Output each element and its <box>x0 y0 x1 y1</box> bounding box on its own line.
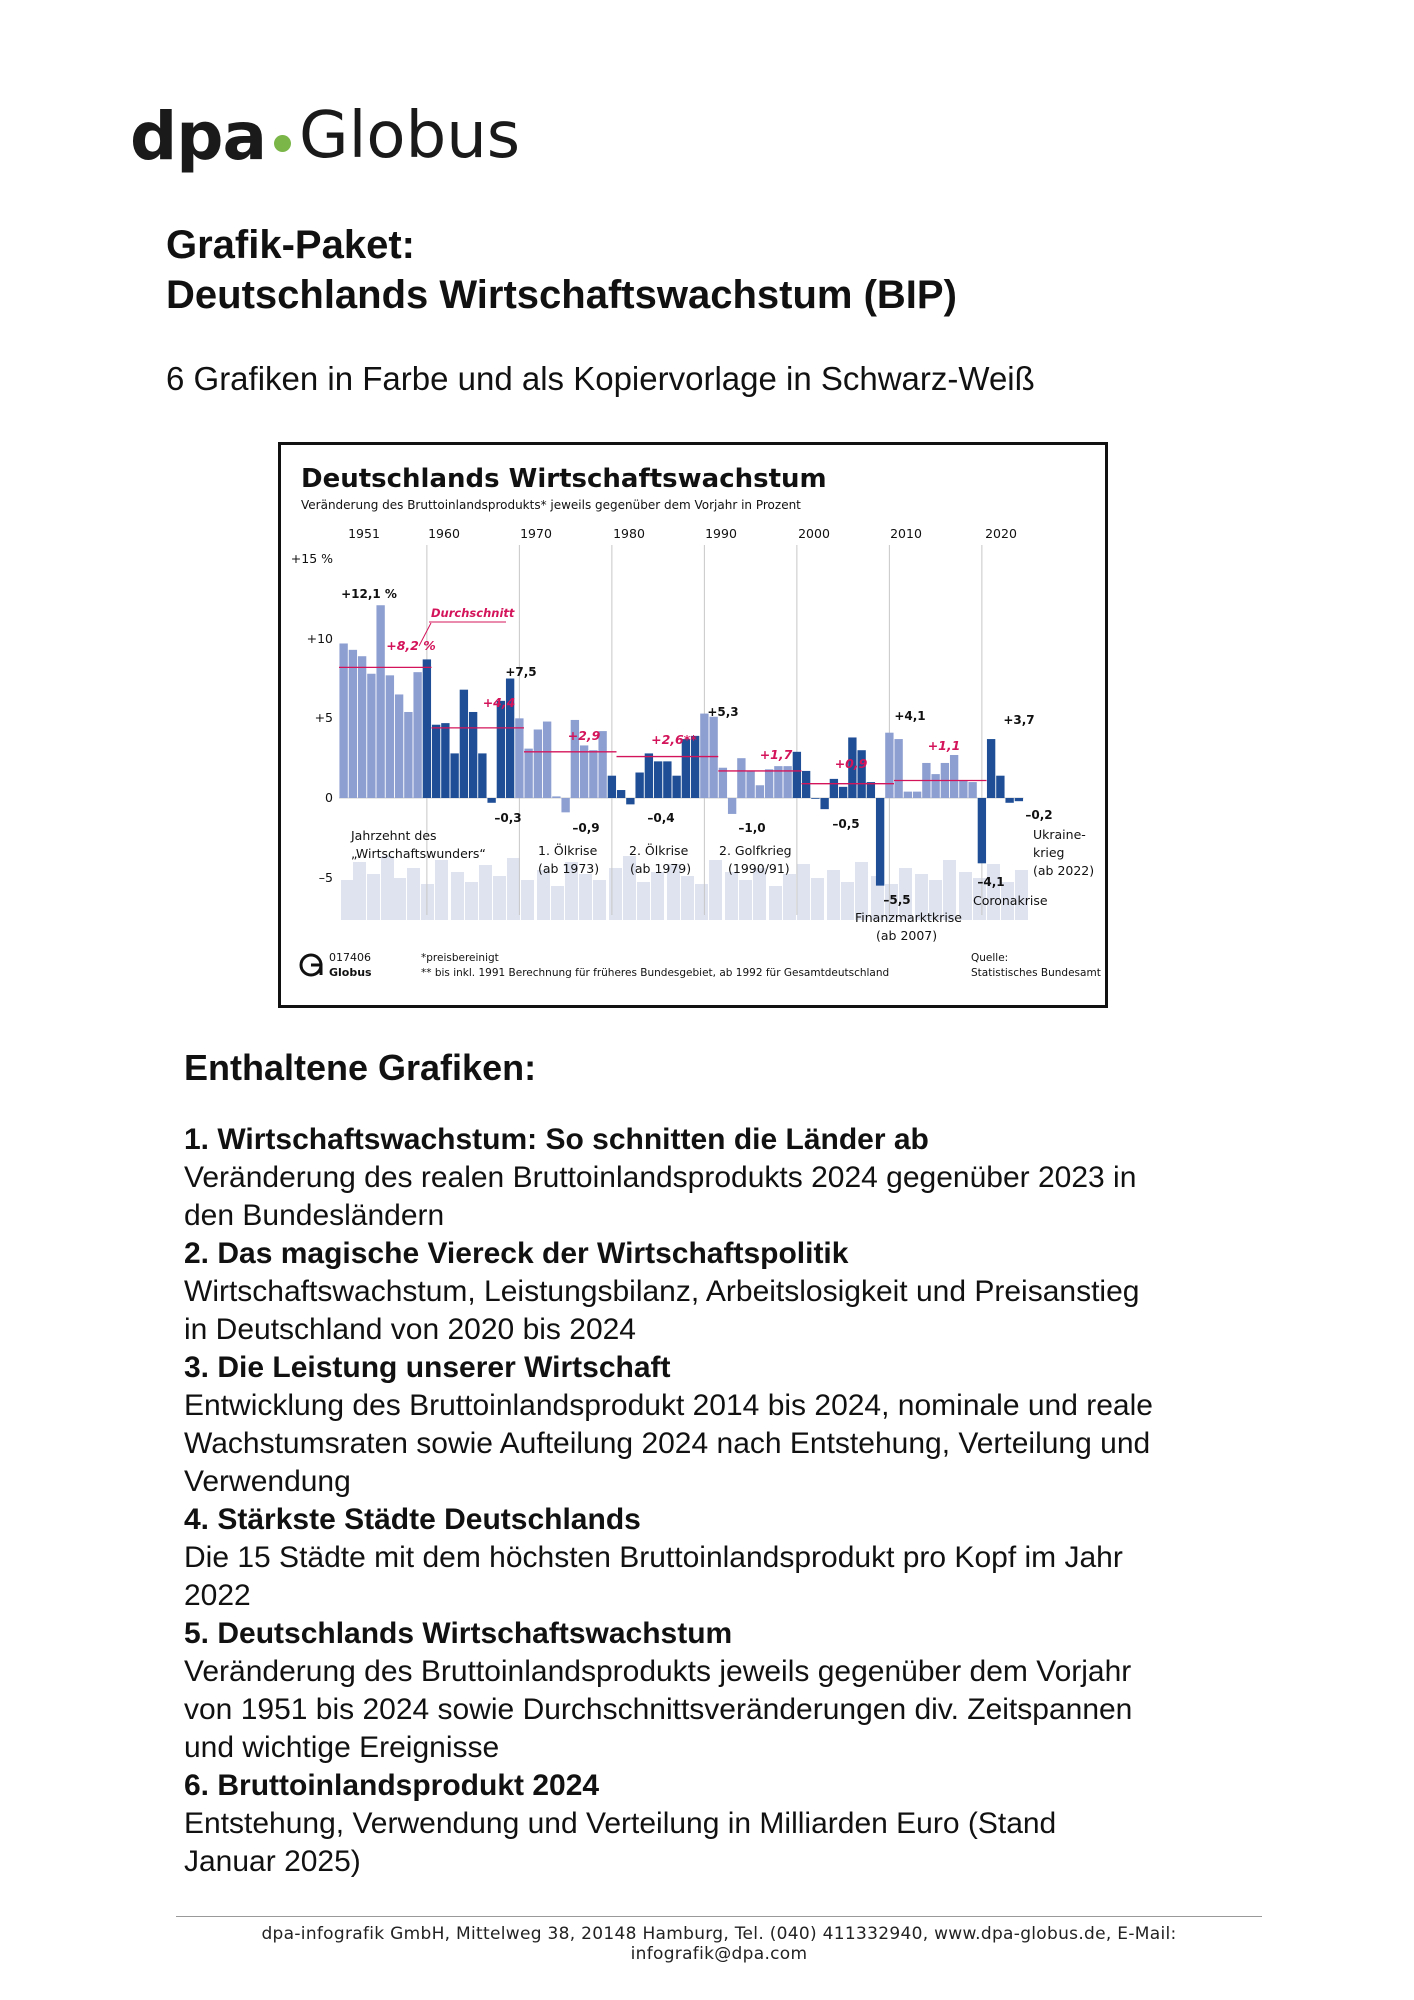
event-label: krieg <box>1033 845 1065 860</box>
value-label: +4,1 <box>894 709 926 723</box>
value-label: +7,5 <box>505 665 537 679</box>
list-item <box>184 1767 1284 1881</box>
decade-label: 2000 <box>798 526 830 541</box>
skyline-building <box>435 860 448 920</box>
skyline-building <box>637 882 650 920</box>
decade-label: 1960 <box>428 526 460 541</box>
skyline-building <box>381 856 394 920</box>
item-desc-line: in Deutschland von 2020 bis 2024 <box>184 1313 636 1346</box>
footer-contact: dpa-infografik GmbH, Mittelweg 38, 20148 Hamburg, Tel. (040) 411332940, www.dpa-globus.de, E-Mail: infografik@dpa.com <box>261 1924 1177 1964</box>
value-label: –5,5 <box>883 893 911 907</box>
item-title: 5. Deutschlands Wirtschaftswachstum <box>184 1617 733 1650</box>
bar <box>672 776 680 798</box>
item-title: 4. Stärkste Städte Deutschlands <box>184 1503 641 1536</box>
event-label: (ab 2007) <box>876 928 938 943</box>
skyline-building <box>507 858 520 920</box>
list-item <box>184 1349 1284 1501</box>
skyline-building <box>341 880 354 920</box>
bar <box>561 798 569 812</box>
skyline-building <box>465 882 478 920</box>
bar <box>894 739 902 798</box>
bar <box>1015 798 1023 801</box>
bar <box>413 672 421 798</box>
decade-label: 1990 <box>705 526 737 541</box>
bar <box>358 656 366 798</box>
chart-subtitle: Veränderung des Bruttoinlandsprodukts* jeweils gegenüber dem Vorjahr in Prozent <box>301 498 801 512</box>
bar <box>728 798 736 814</box>
event-label: 2. Golfkrieg <box>719 843 792 858</box>
logo-dot <box>274 135 291 152</box>
skyline-building <box>695 884 708 920</box>
bar <box>756 785 764 798</box>
bar <box>645 753 653 798</box>
skyline-building <box>811 878 824 920</box>
chart-frame <box>278 442 1108 1008</box>
graphic-id: 017406 <box>329 951 371 964</box>
footer-divider <box>176 1916 1262 1917</box>
item-desc-line: Veränderung des realen Bruttoinlandsprodukts 2024 gegenüber 2023 in <box>184 1161 1137 1194</box>
bar <box>765 769 773 798</box>
value-label: +3,7 <box>1003 713 1035 727</box>
bar <box>478 753 486 798</box>
skyline-building <box>479 865 492 920</box>
skyline-building <box>579 874 592 920</box>
bar <box>987 739 995 798</box>
dpa-globus-logo <box>130 92 520 180</box>
title-line-1: Grafik-Paket: <box>166 223 415 267</box>
logo-globus: Globus <box>299 99 521 173</box>
bar <box>534 730 542 798</box>
source-name: Statistisches Bundesamt <box>971 967 1101 979</box>
contents-heading: Enthaltene Grafiken: <box>184 1047 537 1088</box>
skyline-building <box>367 874 380 920</box>
bar <box>497 701 505 798</box>
skyline-building <box>651 872 664 920</box>
list-item <box>184 1235 1284 1349</box>
item-desc-line: Wachstumsraten sowie Aufteilung 2024 nach Entstehung, Verteilung und <box>184 1427 1151 1460</box>
bar <box>793 752 801 798</box>
skyline-building <box>407 868 420 920</box>
decade-label: 1980 <box>613 526 645 541</box>
skyline-building <box>493 876 506 920</box>
bar <box>487 798 495 803</box>
bar <box>950 755 958 798</box>
bar <box>654 761 662 798</box>
value-label: –0,4 <box>647 811 675 825</box>
decade-label: 1970 <box>520 526 552 541</box>
bar <box>386 675 394 798</box>
chart-title: Deutschlands Wirtschaftswachstum <box>301 464 827 494</box>
bar <box>432 725 440 798</box>
bar <box>469 712 477 798</box>
avg-label: +0,9 <box>834 756 868 771</box>
event-label: (ab 1979) <box>630 861 692 876</box>
skyline-building <box>551 886 564 920</box>
bar <box>617 790 625 798</box>
event-label: Finanzmarktkrise <box>855 910 962 925</box>
list-item <box>184 1501 1284 1615</box>
skyline-building <box>827 870 840 920</box>
item-title: 2. Das magische Viereck der Wirtschaftspolitik <box>184 1237 849 1270</box>
event-label: 1. Ölkrise <box>538 843 598 858</box>
item-desc-line: Verwendung <box>184 1465 351 1498</box>
item-desc-line: von 1951 bis 2024 sowie Durchschnittsveränderungen div. Zeitspannen <box>184 1693 1133 1726</box>
y-tick-label: +5 <box>314 710 333 725</box>
skyline-building <box>609 868 622 920</box>
skyline-building <box>725 872 738 920</box>
skyline-building <box>797 864 810 920</box>
skyline-building <box>593 880 606 920</box>
item-desc-line: den Bundesländern <box>184 1199 445 1232</box>
bar <box>395 694 403 798</box>
bar <box>441 723 449 798</box>
value-label: –0,3 <box>494 811 522 825</box>
graphics-list <box>184 1121 1284 1881</box>
skyline-building <box>421 884 434 920</box>
list-item <box>184 1615 1284 1767</box>
bar <box>367 674 375 798</box>
bar <box>959 780 967 798</box>
skyline-building <box>783 874 796 920</box>
bar <box>608 776 616 798</box>
avg-label: +8,2 % <box>386 638 436 653</box>
bar <box>349 650 357 798</box>
item-title: 6. Bruttoinlandsprodukt 2024 <box>184 1769 600 1802</box>
bar <box>460 690 468 798</box>
bar <box>802 771 810 798</box>
bar <box>830 779 838 798</box>
skyline-building <box>521 880 534 920</box>
item-desc-line: Entwicklung des Bruttoinlandsprodukt 2014 bis 2024, nominale und reale <box>184 1389 1153 1422</box>
bar <box>404 712 412 798</box>
decade-label: 2020 <box>985 526 1017 541</box>
event-label: „Wirtschaftswunders“ <box>351 846 486 861</box>
avg-label: +4,4 <box>482 695 516 710</box>
bar <box>543 722 551 798</box>
event-label: Jahrzehnt des <box>351 828 437 843</box>
skyline-building <box>987 864 1000 920</box>
bar <box>996 776 1004 798</box>
title-line-2: Deutschlands Wirtschaftswachstum (BIP) <box>166 273 957 317</box>
bar <box>839 787 847 798</box>
bar <box>663 761 671 798</box>
value-label: +5,3 <box>707 705 739 719</box>
bar <box>515 718 523 798</box>
page-title <box>166 220 957 320</box>
bar <box>635 773 643 798</box>
item-desc-line: und wichtige Ereignisse <box>184 1731 500 1764</box>
value-label: –1,0 <box>738 821 766 835</box>
bar <box>552 796 560 798</box>
bar <box>700 714 708 798</box>
bar <box>376 605 384 798</box>
average-legend: Durchschnitt <box>431 606 515 620</box>
bar <box>589 750 597 798</box>
decade-label: 2010 <box>890 526 922 541</box>
bar <box>1005 798 1013 803</box>
bar <box>719 768 727 798</box>
item-desc-line: Entstehung, Verwendung und Verteilung in Milliarden Euro (Stand <box>184 1807 1057 1840</box>
skyline-building <box>537 870 550 920</box>
value-label: –0,5 <box>832 817 860 831</box>
value-label: –4,1 <box>977 875 1005 889</box>
avg-label: +2,6** <box>651 732 697 747</box>
list-item <box>184 1121 1284 1235</box>
skyline-building <box>769 886 782 920</box>
bar <box>423 659 431 798</box>
bar <box>682 739 690 798</box>
skyline-building <box>739 880 752 920</box>
item-desc-line: Januar 2025) <box>184 1845 361 1878</box>
bar <box>885 733 893 798</box>
bar <box>904 792 912 798</box>
skyline-building <box>393 878 406 920</box>
bar <box>746 771 754 798</box>
skyline-building <box>709 860 722 920</box>
item-desc-line: Die 15 Städte mit dem höchsten Bruttoinlandsprodukt pro Kopf im Jahr <box>184 1541 1123 1574</box>
y-tick-label: +10 <box>306 631 333 646</box>
item-title: 3. Die Leistung unserer Wirtschaft <box>184 1351 671 1384</box>
bar <box>931 774 939 798</box>
logo-dpa: dpa <box>130 97 267 175</box>
bar <box>811 798 819 799</box>
avg-label: +1,1 <box>927 738 961 753</box>
bar <box>820 798 828 809</box>
skyline-building <box>451 872 464 920</box>
avg-label: +2,9 <box>567 728 601 743</box>
bar <box>913 792 921 798</box>
bar <box>580 745 588 798</box>
event-label: (1990/91) <box>728 861 790 876</box>
event-label: (ab 1973) <box>538 861 600 876</box>
growth-chart <box>281 445 1105 1005</box>
avg-label: +1,7 <box>759 747 793 762</box>
source-label: Quelle: <box>971 952 1009 964</box>
item-desc-line: Veränderung des Bruttoinlandsprodukts jeweils gegenüber dem Vorjahr <box>184 1655 1132 1688</box>
y-tick-label: +15 % <box>290 551 333 566</box>
value-label: –0,2 <box>1025 808 1053 822</box>
skyline-building <box>841 882 854 920</box>
page-subtitle: 6 Grafiken in Farbe und als Kopiervorlage in Schwarz-Weiß <box>166 360 1035 397</box>
bar <box>709 717 717 798</box>
bar <box>968 782 976 798</box>
skyline-building <box>353 862 366 920</box>
bar <box>737 758 745 798</box>
footnote-1: *preisbereinigt <box>421 952 499 964</box>
item-desc-line: 2022 <box>184 1579 251 1612</box>
skyline-building <box>681 876 694 920</box>
event-label: Coronakrise <box>973 893 1048 908</box>
bar <box>978 798 986 863</box>
bar <box>626 798 634 804</box>
value-label: +12,1 % <box>341 587 397 601</box>
y-tick-label: –5 <box>318 870 333 885</box>
event-label: Ukraine- <box>1033 827 1086 842</box>
event-label: (ab 2022) <box>1033 863 1095 878</box>
item-desc-line: Wirtschaftswachstum, Leistungsbilanz, Arbeitslosigkeit und Preisanstieg <box>184 1275 1140 1308</box>
graphic-brand: Globus <box>329 966 372 979</box>
event-label: 2. Ölkrise <box>629 843 689 858</box>
bar <box>524 749 532 798</box>
bar <box>876 798 884 886</box>
y-tick-label: 0 <box>325 790 333 805</box>
bar <box>339 643 347 798</box>
decade-label: 1951 <box>348 526 380 541</box>
globus-icon <box>301 955 321 975</box>
item-title: 1. Wirtschaftswachstum: So schnitten die Länder ab <box>184 1123 929 1156</box>
bar <box>450 753 458 798</box>
footnote-2: ** bis inkl. 1991 Berechnung für früheres Bundesgebiet, ab 1992 für Gesamtdeutschland <box>421 967 890 979</box>
value-label: –0,9 <box>572 821 600 835</box>
bar <box>867 782 875 798</box>
